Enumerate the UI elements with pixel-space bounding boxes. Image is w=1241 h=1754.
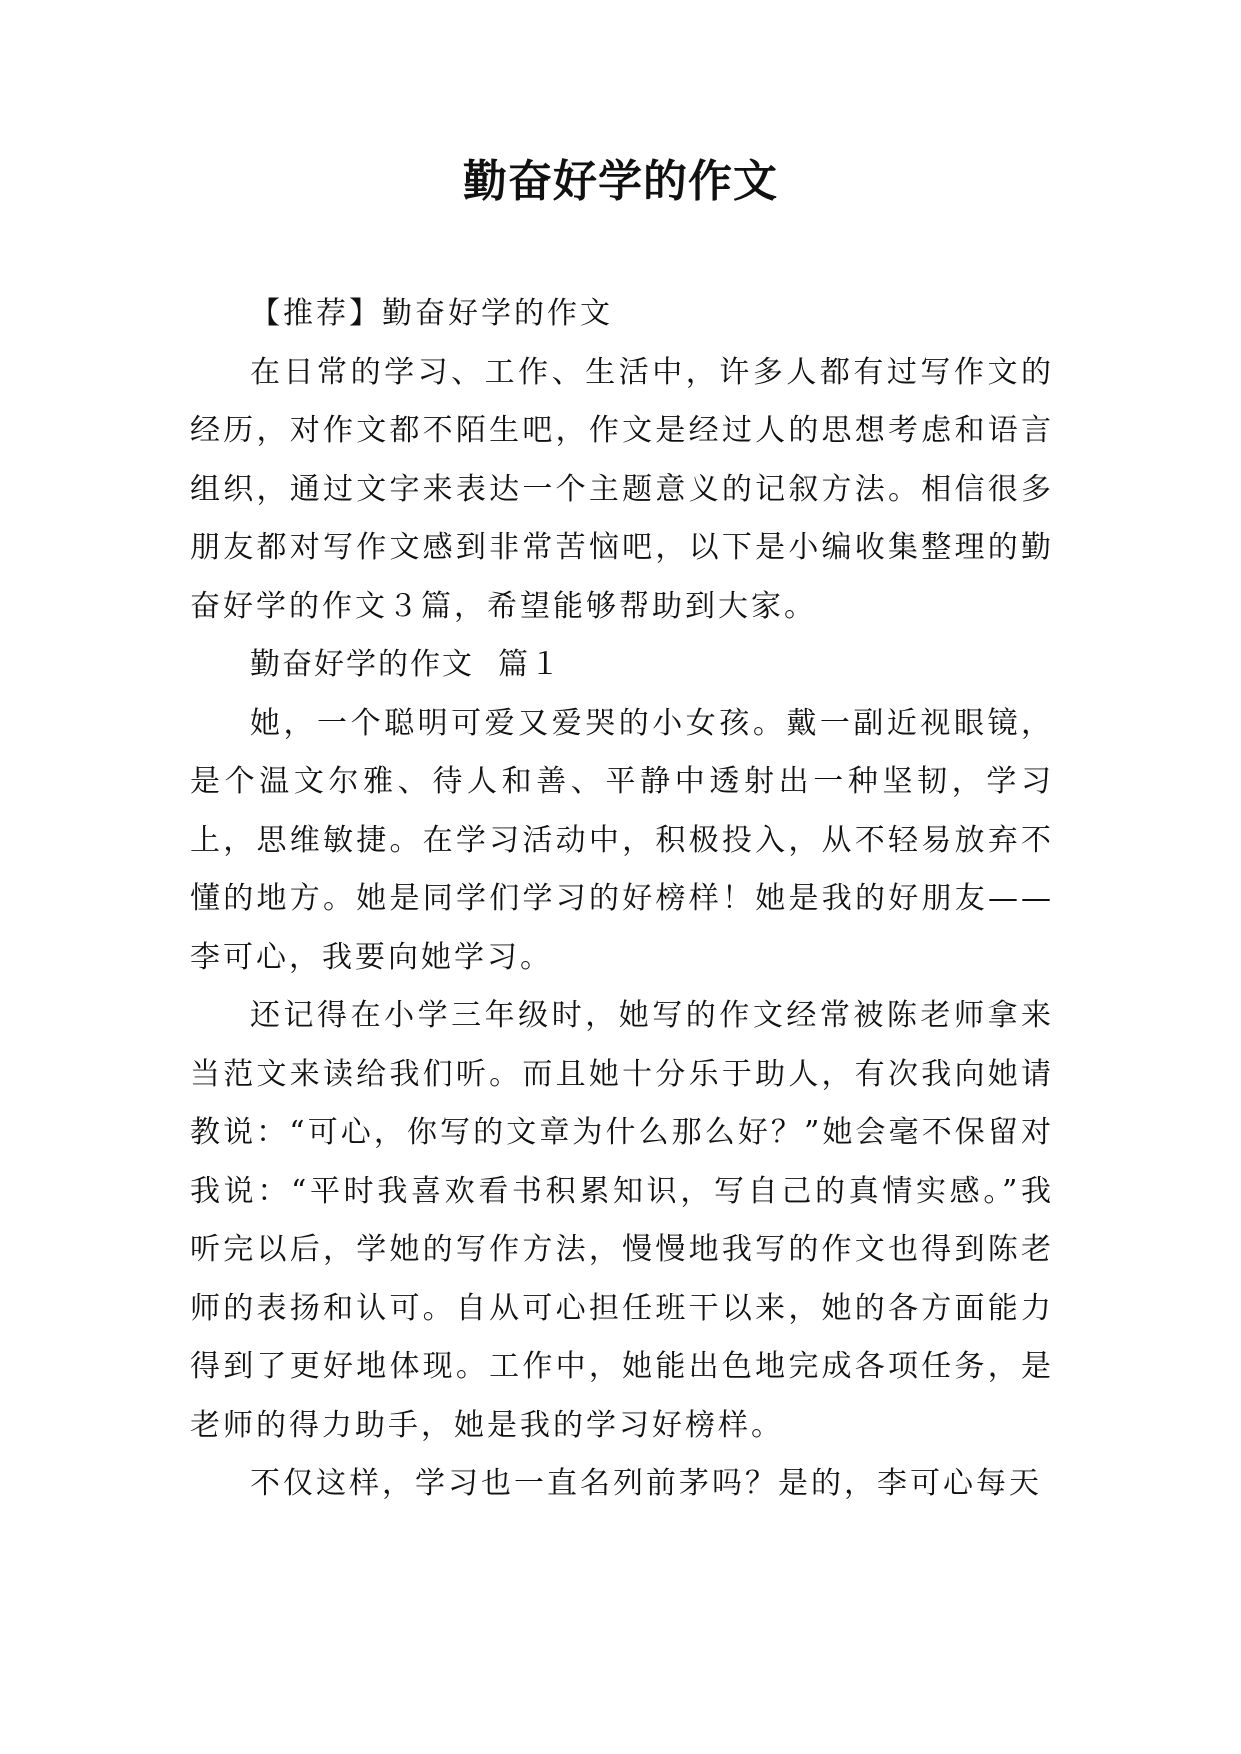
recommend-line: 【推荐】勤奋好学的作文 bbox=[250, 296, 613, 331]
section-heading bbox=[190, 636, 1054, 695]
section-label: 篇１ bbox=[498, 647, 562, 682]
section-paragraph: 不仅这样，学习也一直名列前茅吗？是的，李可心每天 bbox=[250, 1466, 1042, 1501]
section-paragraph: 她，一个聪明可爱又爱哭的小女孩。戴一副近视眼镜，是个温文尔雅、待人和善、平静中透射出一种坚韧，学习上，思维敏捷。在学习活动中，积极投入，从不轻易放弃不懂的地方。她是同学们学习的好榜样！她是我的好朋友——李可心，我要向她学习。 bbox=[190, 705, 1054, 975]
intro-paragraph: 在日常的学习、工作、生活中，许多人都有过写作文的经历，对作文都不陌生吧，作文是经过人的思想考虑和语言组织，通过文字来表达一个主题意义的记叙方法。相信很多朋友都对写作文感到非常苦恼吧，以下是小编收集整理的勤奋好学的作文３篇，希望能够帮助到大家。 bbox=[190, 354, 1054, 624]
document-body bbox=[190, 285, 1054, 1514]
section-paragraph: 还记得在小学三年级时，她写的作文经常被陈老师拿来当范文来读给我们听。而且她十分乐于助人，有次我向她请教说：“可心，你写的文章为什么那么好？”她会毫不保留对我说：“平时我喜欢看书积累知识，写自己的真情实感。”我听完以后，学她的写作方法，慢慢地我写的作文也得到陈老师的表扬和认可。自从可心担任班干以来，她的各方面能力得到了更好地体现。工作中，她能出色地完成各项任务，是老师的得力助手，她是我的学习好榜样。 bbox=[190, 998, 1054, 1443]
section-heading-text: 勤奋好学的作文 bbox=[250, 647, 474, 682]
document-title: 勤奋好学的作文 bbox=[463, 156, 778, 207]
